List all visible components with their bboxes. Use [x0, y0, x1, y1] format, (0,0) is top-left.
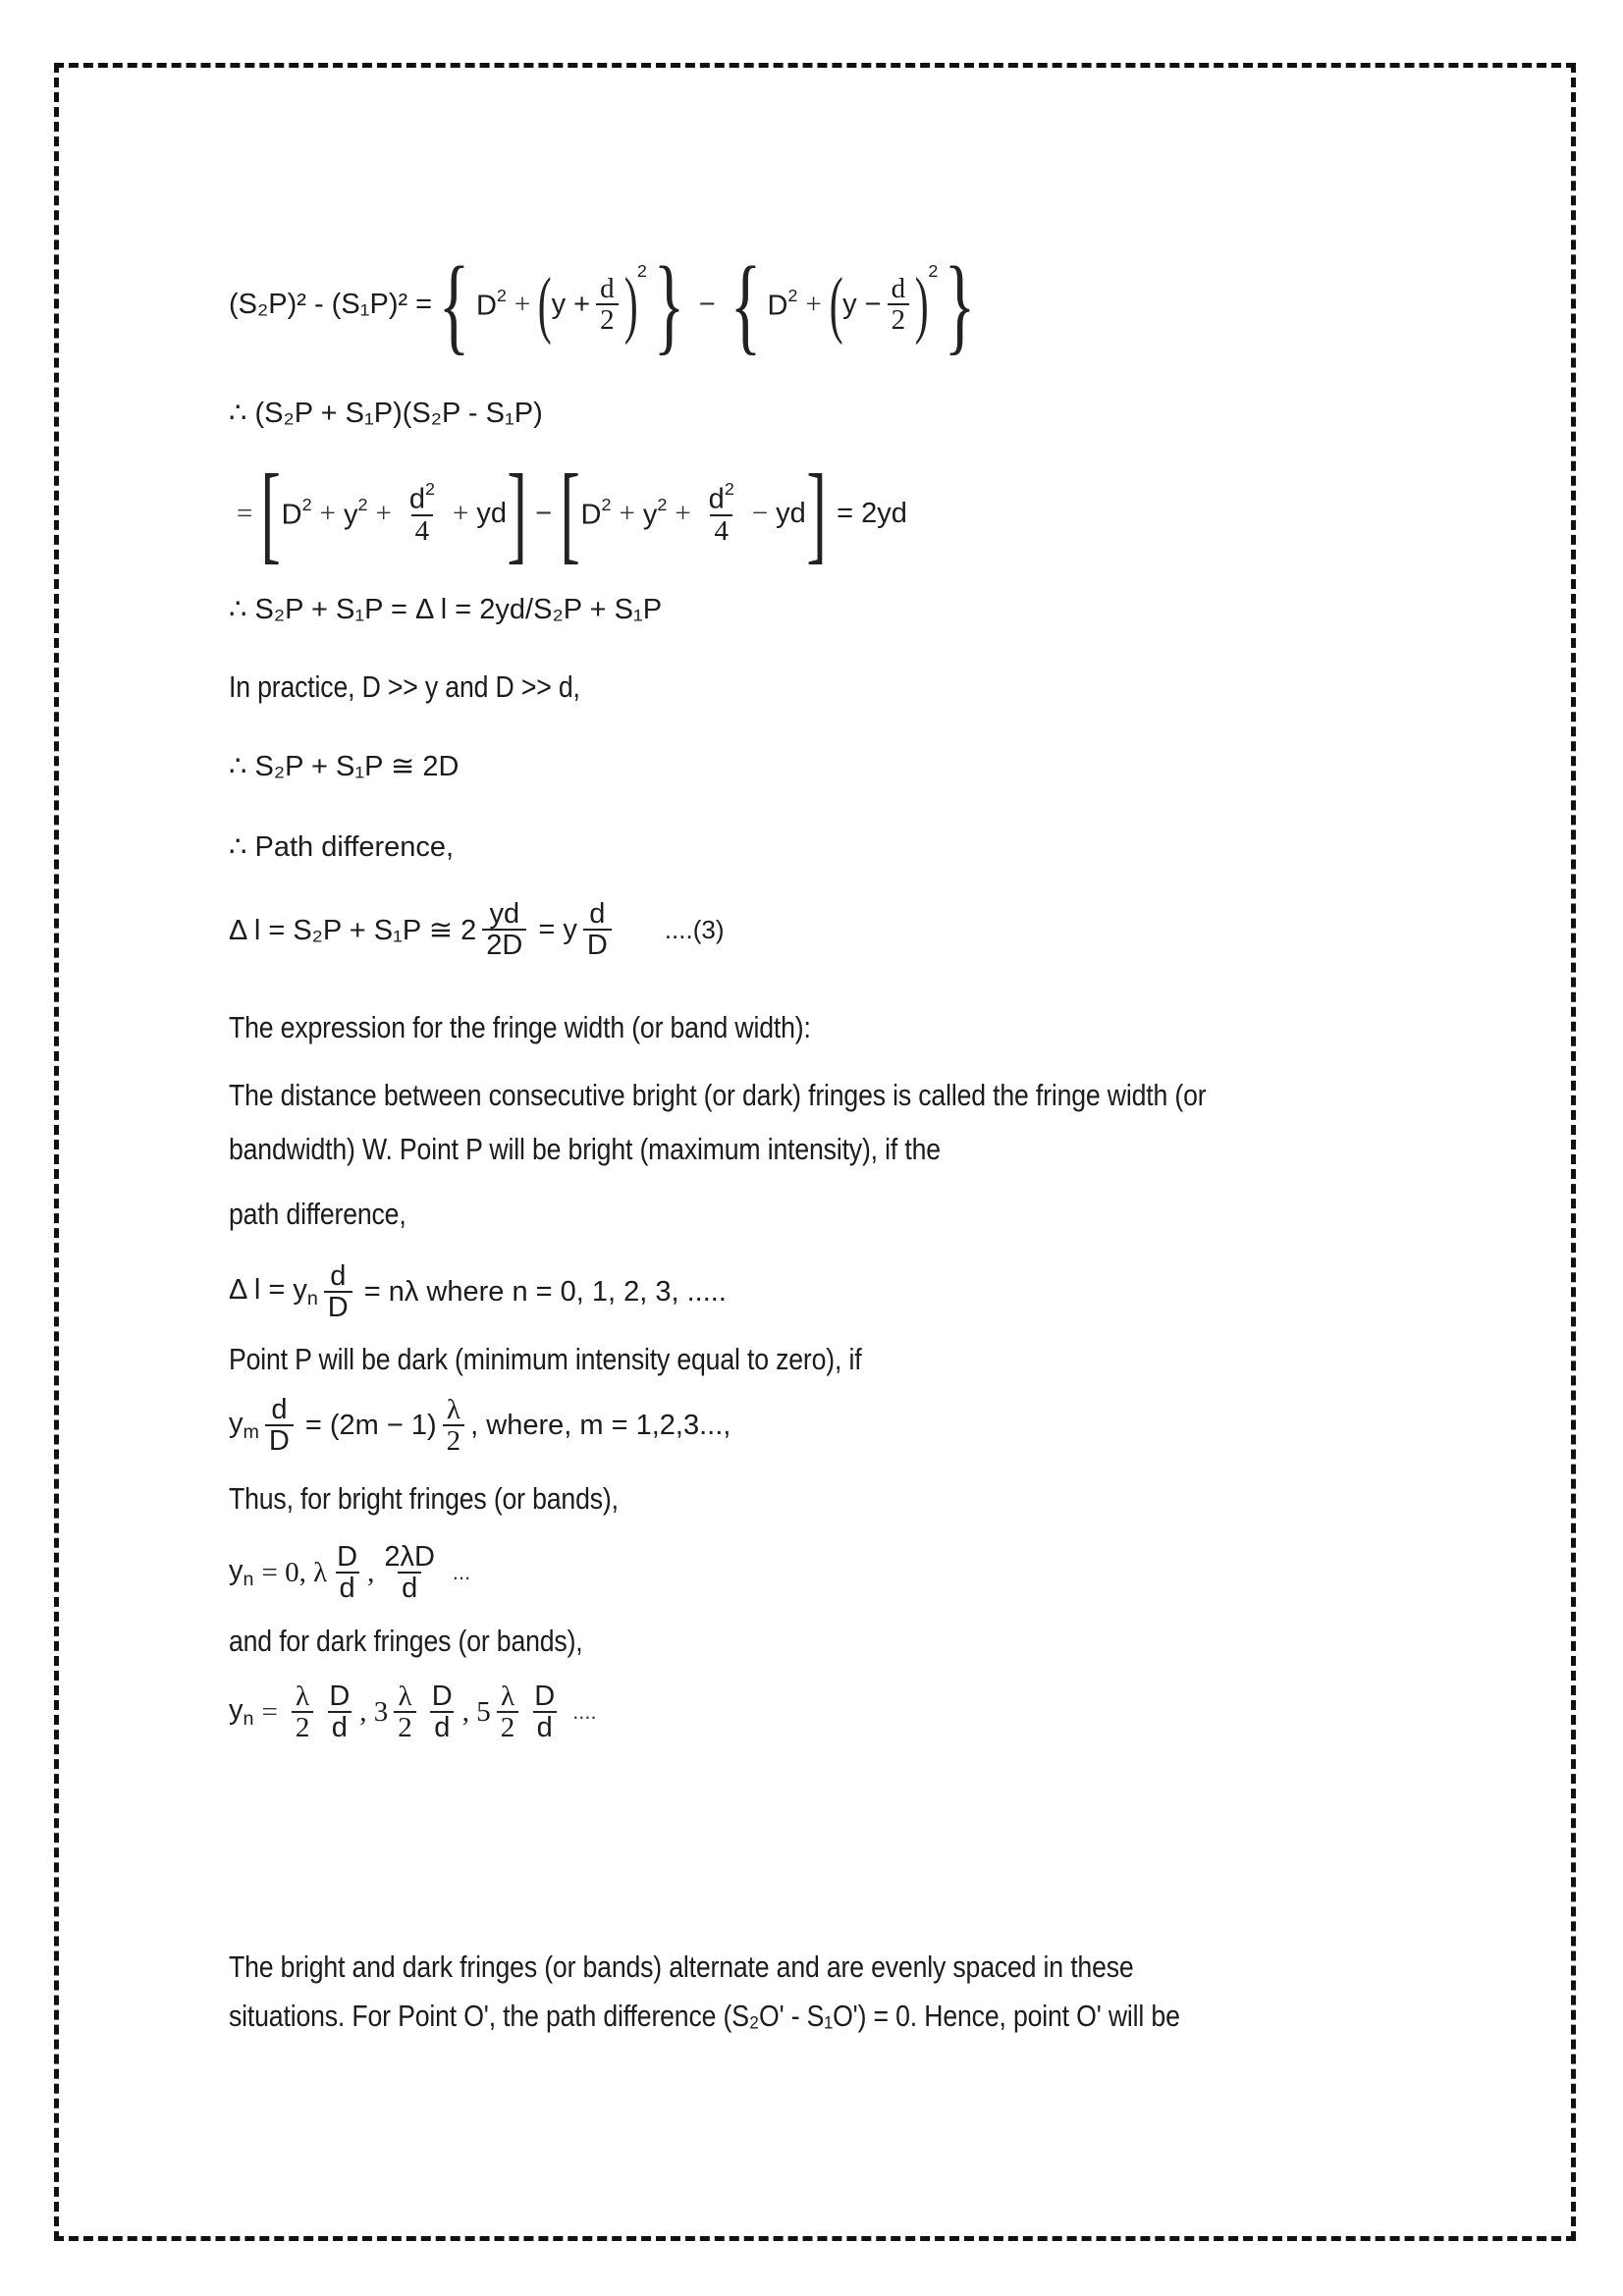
text-dark-condition: Point P will be dark (minimum intensity equal to zero), if: [229, 1342, 862, 1376]
fraction-d-over-2-b: $\frac{d}{2}$: [888, 274, 910, 336]
equation-number: ....(3): [664, 914, 725, 944]
right-paren-2: ): [914, 263, 929, 346]
fraction-2lambdaD-over-d: $\frac{2\lambda D}{d}$: [384, 1540, 435, 1604]
minus-sign: −: [698, 288, 716, 320]
para-distance-line2: bandwidth) W. Point P will be bright (maximum intensity), if the: [229, 1132, 941, 1166]
equation-bright-condition: Δ $l = y_n$ $\frac{d}{D}$ = nλ where n = 0, 1, 2, 3, .....: [229, 1259, 727, 1323]
text-path-difference: path difference,: [229, 1197, 406, 1231]
left-paren-2: (: [829, 263, 843, 346]
fraction-d-over-D-2: $\frac{d}{D}$: [324, 1261, 352, 1323]
right-paren: ): [623, 263, 638, 346]
heading-fringe-width: The expression for the fringe width (or band width):: [229, 1010, 811, 1044]
eq1-D: $D^2$: [475, 286, 507, 322]
left-brace: {: [438, 244, 470, 364]
equation-bracket-expansion: = [ $D^2$ + $y^2$ + $\frac{d^2}{4}$ + yd ] − [ $D^2$ + $y^2$ + $\frac{d^2}{4}$ − yd ] = 2yd: [237, 453, 907, 574]
para-distance-line1: The distance between consecutive bright (or dark) fringes is called the fringe width (or: [229, 1078, 1207, 1112]
fraction-d-over-D-3: $\frac{d}{D}$: [265, 1395, 294, 1457]
right-bracket: ]: [507, 453, 527, 574]
eq2-result: = 2yd: [837, 497, 907, 529]
fraction-d2-over-4: $\frac{d^2}{4}$: [408, 479, 435, 548]
fraction-d-over-D: $\frac{d}{D}$: [583, 899, 612, 961]
left-paren: (: [537, 263, 552, 346]
right-bracket-2: ]: [806, 453, 827, 574]
equation-dark-condition: $y_m$ $\frac{d}{D}$ = (2m − 1) $\frac{\lambda}{2}$ , where, m = 1,2,3...,: [229, 1393, 731, 1457]
equation-yn-dark: $y_n$ = $\frac{\lambda}{2}$ $\frac{D}{d}$ , 3 $\frac{\lambda}{2}$ $\frac{D}{d}$ , 5 $\frac{\lambda}{2}$ $\frac{D}{d}$ ....: [229, 1680, 597, 1743]
text-dark-fringes: and for dark fringes (or bands),: [229, 1624, 583, 1658]
fraction-D-over-d: $\frac{D}{d}$: [337, 1540, 358, 1604]
right-brace-2: }: [944, 244, 976, 364]
approx-line: ∴ S₂P + S₁P ≅ 2D: [229, 750, 460, 782]
text-thus-bright: Thus, for bright fringes (or bands),: [229, 1481, 619, 1516]
para-final-line2: situations. For Point O', the path difference (S₂O' - S₁O') = 0. Hence, point O' will be: [229, 1999, 1180, 2033]
path-difference-label: ∴ Path difference,: [229, 830, 455, 863]
eq1-D-2: $D^2$: [767, 286, 798, 322]
fraction-lambda-over-2: $\frac{\lambda}{2}$: [443, 1395, 465, 1457]
right-brace: }: [653, 244, 685, 364]
fraction-d2-over-4-b: $\frac{d^2}{4}$: [708, 479, 734, 548]
eq1-lhs: (S₂P)² - (S₁P)² =: [229, 288, 433, 320]
left-bracket: [: [260, 453, 282, 574]
equation-3: Δ l = S₂P + S₁P ≅ 2 $\frac{yd}{2D}$ = y $\frac{d}{D}$ ....(3): [229, 897, 725, 961]
equation-yn-bright: $y_n$ = 0, λ $\frac{D}{d}$ , $\frac{2\lambda D}{d}$ ...: [229, 1540, 471, 1604]
eq1-y-plus: y +: [551, 288, 591, 320]
sum-line: ∴ S₂P + S₁P = Δ l = 2yd/S₂P + S₁P: [229, 593, 663, 625]
left-bracket-2: [: [560, 453, 581, 574]
therefore-product-line: ∴ (S₂P + S₁P)(S₂P - S₁P): [229, 397, 543, 429]
para-final-line1: The bright and dark fringes (or bands) alternate and are evenly spaced in these: [229, 1949, 1134, 1984]
fraction-yd-over-2D: $\frac{yd}{2D}$: [482, 899, 526, 961]
text-in-practice: In practice, D >> y and D >> d,: [229, 669, 580, 704]
left-brace-2: {: [730, 244, 761, 364]
equation-path-squares: (S₂P)² - (S₁P)² = { $D^2$ + ( y + $\frac{d}{2}$ ) $^2$ } − { $D^2$ + ( y − $\frac{d}{2}$ ) $^2$ }: [229, 244, 976, 364]
eq1-y-minus: y −: [842, 288, 882, 320]
fraction-d-over-2: $\frac{d}{2}$: [596, 274, 619, 336]
